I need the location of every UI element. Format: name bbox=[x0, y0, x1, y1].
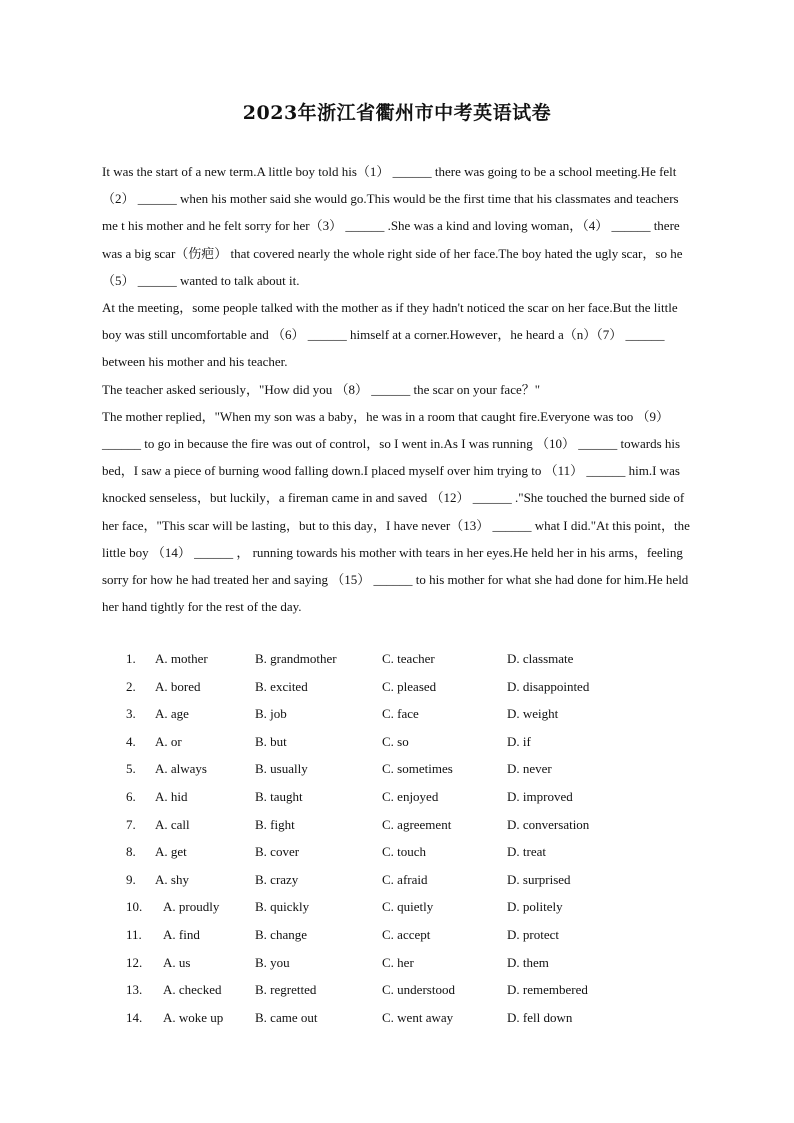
option-a: A. shy bbox=[155, 871, 189, 887]
question-row bbox=[102, 893, 694, 921]
option-b: B. excited bbox=[255, 678, 308, 694]
option-d: D. politely bbox=[507, 899, 563, 915]
option-b: B. you bbox=[255, 954, 290, 970]
option-d: D. weight bbox=[507, 706, 559, 722]
passage-paragraph: The teacher asked seriously，"How did you （8） ______ the scar on your face？" bbox=[102, 381, 541, 397]
option-b: B. came out bbox=[255, 1009, 318, 1025]
question-number: 2. bbox=[126, 678, 136, 694]
reading-passage bbox=[102, 158, 694, 620]
option-c: C. face bbox=[382, 706, 419, 722]
option-c: C. pleased bbox=[382, 678, 437, 694]
question-number: 5. bbox=[126, 761, 136, 777]
option-a: A. find bbox=[163, 926, 200, 942]
option-a: A. get bbox=[155, 844, 187, 860]
question-number: 10. bbox=[126, 899, 143, 915]
option-b: B. quickly bbox=[255, 899, 310, 915]
option-a: A. always bbox=[155, 761, 207, 777]
option-c: C. teacher bbox=[382, 651, 435, 666]
option-b: B. cover bbox=[255, 844, 300, 860]
option-c: C. quietly bbox=[382, 899, 434, 915]
option-b: B. taught bbox=[255, 788, 303, 804]
question-number: 1. bbox=[126, 651, 136, 666]
question-number: 12. bbox=[126, 954, 143, 970]
question-number: 7. bbox=[126, 816, 136, 832]
passage-paragraph: The mother replied，"When my son was a baby，he was in a room that caught fire.Everyone was too （9） ______ to go in because the fire was out of control，so I went in.As I was running （10） ______ towards his bed，I saw a piece of burning wood falling down.I placed myself over him trying to （11） ______ him.I was knocked senseless，but luckily，a fireman came in and saved （12） ______ ."She touched the burned side of her face，"This scar will be lasting，but to this day，I have never（13） ______ what I did."At this point，the little boy （14） ______ ， running towards his mother with tears in her eyes.He held her in his arms，feeling sorry for how he had treated her and saying （15） ______ to his mother for what she had done for him.He held her hand tightly for the rest of the day. bbox=[102, 408, 690, 615]
question-row bbox=[102, 949, 694, 977]
option-c: C. touch bbox=[382, 844, 427, 860]
question-number: 6. bbox=[126, 788, 136, 804]
question-row bbox=[102, 1004, 694, 1032]
question-number: 8. bbox=[126, 844, 136, 860]
option-b: B. grandmother bbox=[255, 651, 337, 666]
option-b: B. crazy bbox=[255, 871, 299, 887]
option-a: A. call bbox=[155, 816, 190, 832]
question-number: 11. bbox=[126, 926, 142, 942]
passage-paragraph: At the meeting，some people talked with the mother as if they hadn't noticed the scar on her face.But the little boy was still uncomfortable and （6） ______ himself at a corner.However，he heard a（n）（7） ______ between his mother and his teacher. bbox=[102, 300, 678, 370]
question-row bbox=[102, 700, 694, 728]
question-number: 13. bbox=[126, 982, 143, 998]
option-d: D. remembered bbox=[507, 982, 588, 998]
option-c: C. agreement bbox=[382, 816, 452, 832]
option-b: B. usually bbox=[255, 761, 308, 777]
option-d: D. if bbox=[507, 733, 531, 749]
option-b: B. job bbox=[255, 706, 287, 722]
question-options-list bbox=[102, 645, 694, 1031]
option-c: C. sometimes bbox=[382, 761, 453, 777]
option-d: D. fell down bbox=[507, 1009, 573, 1025]
question-row bbox=[102, 866, 694, 894]
option-a: A. checked bbox=[163, 982, 222, 998]
option-a: A. hid bbox=[155, 788, 188, 804]
question-number: 9. bbox=[126, 871, 136, 887]
option-d: D. never bbox=[507, 761, 552, 777]
option-b: B. change bbox=[255, 926, 307, 942]
option-a: A. woke up bbox=[163, 1009, 224, 1025]
option-c: C. understood bbox=[382, 982, 455, 998]
option-a: A. bored bbox=[155, 678, 201, 694]
question-row bbox=[102, 921, 694, 949]
option-d: D. them bbox=[507, 954, 549, 970]
question-row bbox=[102, 755, 694, 783]
question-row bbox=[102, 728, 694, 756]
question-number: 14. bbox=[126, 1009, 143, 1025]
option-a: A. age bbox=[155, 706, 189, 722]
option-a: A. proudly bbox=[163, 899, 220, 915]
option-c: C. went away bbox=[382, 1009, 454, 1025]
option-c: C. so bbox=[382, 733, 409, 749]
question-row bbox=[102, 811, 694, 839]
question-number: 3. bbox=[126, 706, 136, 722]
question-number: 4. bbox=[126, 733, 136, 749]
question-row bbox=[102, 838, 694, 866]
option-a: A. us bbox=[163, 954, 191, 970]
option-d: D. improved bbox=[507, 788, 573, 804]
option-b: B. regretted bbox=[255, 982, 317, 998]
option-a: A. mother bbox=[155, 651, 208, 666]
question-row bbox=[102, 673, 694, 701]
option-d: D. treat bbox=[507, 844, 546, 860]
option-a: A. or bbox=[155, 733, 182, 749]
passage-paragraph: It was the start of a new term.A little boy told his（1） ______ there was going to be a school meeting.He felt （2） ______ when his mother said she would go.This would be the first time that his classmates and teachers me t his mother and he felt sorry for her（3） ______ .She was a kind and loving woman，（4） ______ there was a big scar（伤疤） that covered nearly the whole right side of her face.The boy hated the ugly scar，so he （5） ______ wanted to talk about it. bbox=[102, 164, 683, 288]
option-d: D. surprised bbox=[507, 871, 571, 887]
option-c: C. accept bbox=[382, 926, 431, 942]
option-c: C. afraid bbox=[382, 871, 428, 887]
question-row bbox=[102, 783, 694, 811]
question-row bbox=[102, 645, 694, 673]
question-row bbox=[102, 976, 694, 1004]
option-b: B. fight bbox=[255, 816, 295, 832]
option-d: D. conversation bbox=[507, 816, 590, 832]
option-d: D. classmate bbox=[507, 651, 574, 666]
option-d: D. disappointed bbox=[507, 678, 590, 694]
page-title: 2023年浙江省衢州市中考英语试卷 bbox=[242, 102, 552, 124]
option-c: C. enjoyed bbox=[382, 788, 439, 804]
option-c: C. her bbox=[382, 954, 414, 970]
option-b: B. but bbox=[255, 733, 287, 749]
option-d: D. protect bbox=[507, 926, 559, 942]
